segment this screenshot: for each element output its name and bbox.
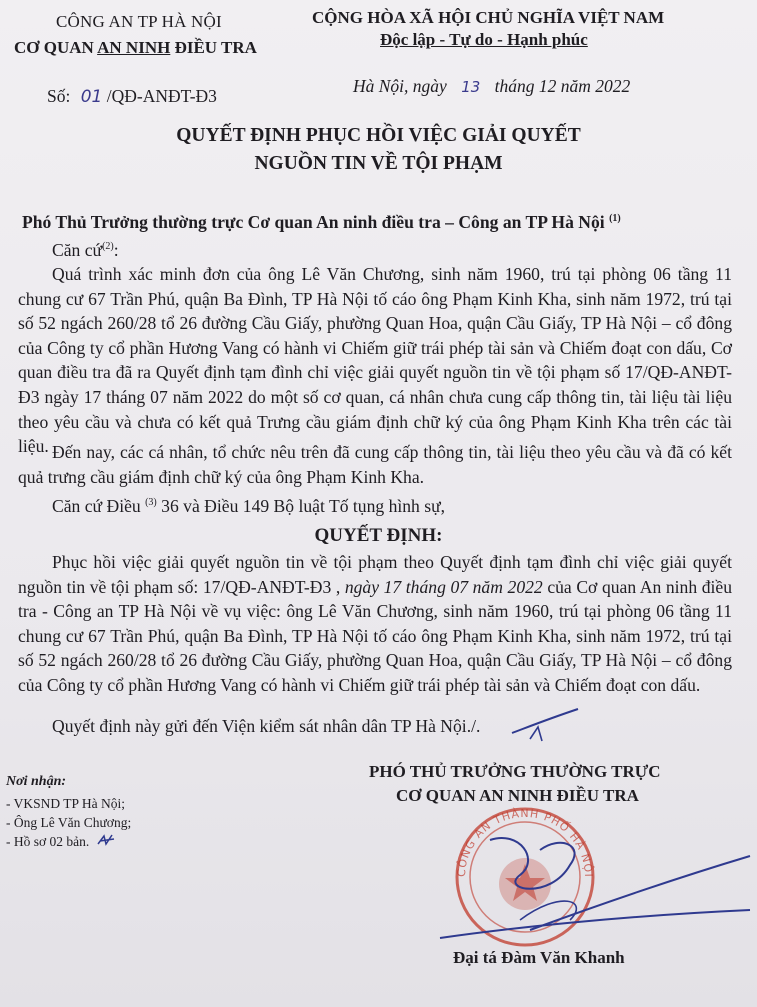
svg-text:CÔNG AN THÀNH PHỐ HÀ NỘI: CÔNG AN THÀNH PHỐ HÀ NỘI — [454, 806, 596, 878]
decision-text-b: của Cơ quan An ninh điều tra - Công an TP Hà Nội về vụ việc: ông Lê Văn Chương, sinh năm 1960, trú tại phòng 06 tầng 11 chung cư 67 Trần Phú, quận Ba Đình, TP Hà Nội tố cáo ông Phạm Kinh Kha, sinh năm 1972, trú tại số 52 ngách 260/28 tổ 26 đường Cầu Giấy, phường Quan Hoa, quận Cầu Giấy, TP Hà Nội – cổ đông của Công ty cổ phần Hương Vang có hành vi Chiếm giữ trái phép tài sản và Chiếm đoạt con dấu. — [18, 576, 733, 695]
legal-basis-post: 36 và Điều 149 Bộ luật Tố tụng hình sự, — [161, 496, 446, 516]
date-suffix: tháng 12 năm 2022 — [494, 76, 631, 96]
number-handwritten: 01 — [80, 87, 103, 107]
title-line-1: QUYẾT ĐỊNH PHỤC HỒI VIỆC GIẢI QUYẾT — [176, 125, 581, 146]
authority-text: Phó Thủ Trưởng thường trực Cơ quan An ninh điều tra – Công an TP Hà Nội — [22, 212, 605, 232]
decision-date-italic: ngày 17 tháng 07 năm 2022 — [344, 576, 543, 597]
document-number — [47, 86, 217, 107]
decision-text-a: Phục hồi việc giải quyết nguồn tin về tội phạm theo Quyết định tạm đình chỉ việc giải quyết nguồn tin về tội phạm số: 17/QĐ-ANĐT-Đ3 , — [18, 552, 732, 597]
basis-label: Căn cứ — [52, 240, 103, 260]
date-day-handwritten: 13 — [461, 78, 481, 96]
recipient-item: - Ông Lê Văn Chương; — [6, 815, 132, 830]
title-line-2: NGUỒN TIN VỀ TỘI PHẠM — [254, 153, 503, 174]
decision-heading: QUYẾT ĐỊNH: — [314, 525, 443, 546]
basis-line — [52, 240, 119, 261]
agency-line-2-pre: CƠ QUAN — [14, 38, 98, 57]
agency-line-2-post: ĐIỀU TRA — [170, 38, 257, 57]
paragraph-update: Đến nay, các cá nhân, tổ chức nêu trên đã cung cấp thông tin, tài liệu theo yêu cầu và đã có kết quả trưng cầu giám định chữ ký của ông Phạm Kinh Kha. — [18, 442, 732, 487]
handwritten-initial-mark — [96, 832, 118, 848]
paragraph-legal-basis — [52, 496, 445, 517]
recipients-title: Nơi nhận: — [6, 774, 67, 789]
document-date — [353, 76, 630, 97]
signature-scribble — [420, 820, 757, 950]
basis-note: (2) — [102, 241, 114, 253]
recipient-item: - Hồ sơ 02 bản. — [6, 834, 90, 849]
signer-name: Đại tá Đàm Văn Khanh — [453, 948, 625, 967]
legal-basis-note: (3) — [145, 497, 157, 509]
decision-recipient-line: Quyết định này gửi đến Viện kiểm sát nhân dân TP Hà Nội./. — [52, 716, 481, 736]
paragraph-verification: Quá trình xác minh đơn của ông Lê Văn Chương, sinh năm 1960, trú tại phòng 06 tầng 11 chung cư 67 Trần Phú, quận Ba Đình, TP Hà Nội tố cáo ông Phạm Kinh Kha, sinh năm 1972, trú tại số 52 ngách 260/28 tổ 26 đường Cầu Giấy, phường Quan Hoa, quận Cầu Giấy, TP Hà Nội – cổ đông của Công ty cổ phần Hương Vang có hành vi Chiếm giữ trái phép tài sản và Chiếm đoạt con dấu, Cơ quan điều tra đã ra Quyết định tạm đình chỉ việc giải quyết nguồn tin về tội phạm số 17/QĐ-ANĐT-Đ3 ngày 17 tháng 07 năm 2022 do một số cơ quan, cá nhân chưa cung cấp thông tin, tài liệu tài liệu theo yêu cầu và chưa có kết quả Trưng cầu giám định chữ ký của ông Phạm Kinh Kha trên các tài liệu. — [18, 264, 732, 457]
agency-line-1: CÔNG AN TP HÀ NỘI — [56, 12, 222, 31]
recipient-item: - VKSND TP Hà Nội; — [6, 796, 126, 811]
signer-role-line-2: CƠ QUAN AN NINH ĐIỀU TRA — [396, 786, 639, 805]
signer-role-line-1: PHÓ THỦ TRƯỞNG THƯỜNG TRỰC — [369, 762, 661, 781]
authority-line — [22, 212, 621, 233]
agency-line-2-mid: AN NINH — [97, 38, 171, 57]
number-suffix: /QĐ-ANĐT-Đ3 — [106, 86, 217, 106]
authority-note: (1) — [609, 213, 621, 225]
date-prefix: Hà Nội, ngày — [353, 76, 447, 96]
motto: Độc lập - Tự do - Hạnh phúc — [380, 30, 588, 49]
agency-line-2 — [14, 38, 257, 58]
basis-colon: : — [113, 240, 119, 260]
decision-paragraph — [18, 550, 732, 698]
handwritten-tick-mark — [508, 705, 588, 745]
number-label: Số: — [47, 86, 71, 106]
legal-basis-pre: Căn cứ Điều — [52, 496, 141, 516]
nation-heading: CỘNG HÒA XÃ HỘI CHỦ NGHĨA VIỆT NAM — [312, 8, 665, 27]
